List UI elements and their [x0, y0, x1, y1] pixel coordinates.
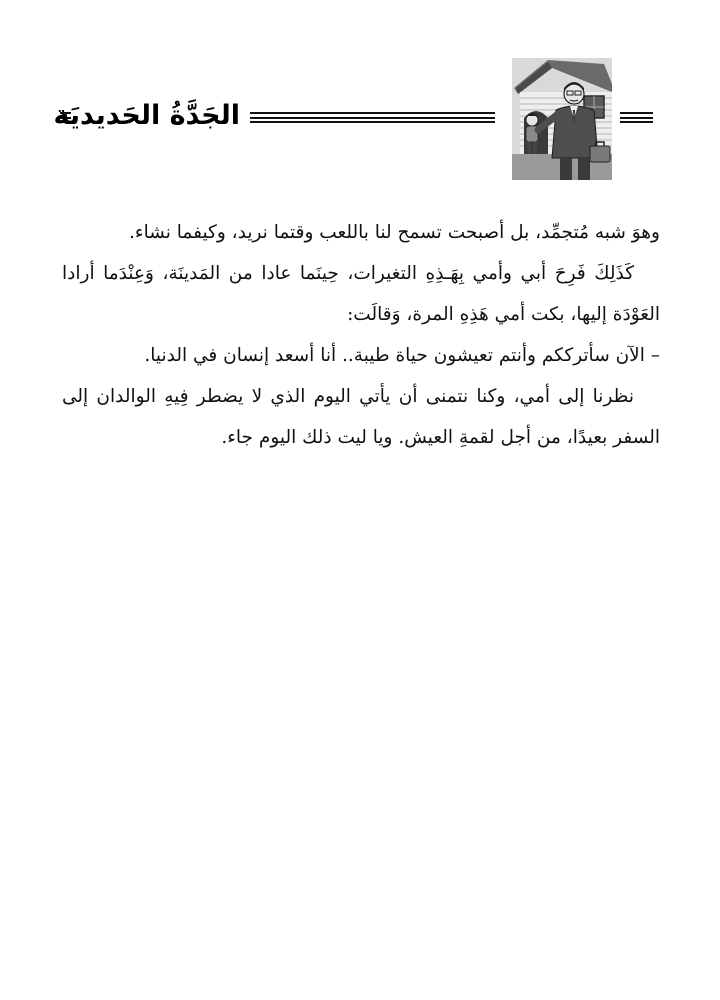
- paragraph-mother-quote: – الآن سأترككم وأنتم تعيشون حياة طيبة.. أنا أسعد إنسان في الدنيا.: [144, 345, 660, 366]
- page-header: [0, 0, 720, 190]
- story-body: [62, 212, 660, 458]
- paragraph-wish: نظرنا إلى أمي، وكنا نتمنى أن يأتي اليوم الذي لا يضطر فِيهِ الوالدان إلى السفر بعيدًا، من أجل لقمةِ العيش. ويا ليت ذلك اليوم جاء.: [62, 386, 660, 448]
- paragraph-continuation: وهوَ شبه مُتجمِّد، بل أصبحت تسمح لنا باللعب وقتما نريد، وكيفما نشاء.: [129, 222, 660, 243]
- chapter-title: الجَدَّةُ الحَديديَة: [53, 100, 240, 131]
- decorative-rule-middle: [250, 112, 495, 123]
- paragraph-parents-return: كَذَلِكَ فَرِحَ أبي وأمي بِهَـذِهِ التغيرات، حِينَما عادا من المَدينَة، وَعِنْدَما أرادا العَوْدَة إليها، بكت أمي هَذِهِ المرة، وَقالَت:: [62, 263, 660, 325]
- decorative-rule-right: [620, 112, 653, 123]
- house-grandfather-child-illustration: [512, 58, 612, 180]
